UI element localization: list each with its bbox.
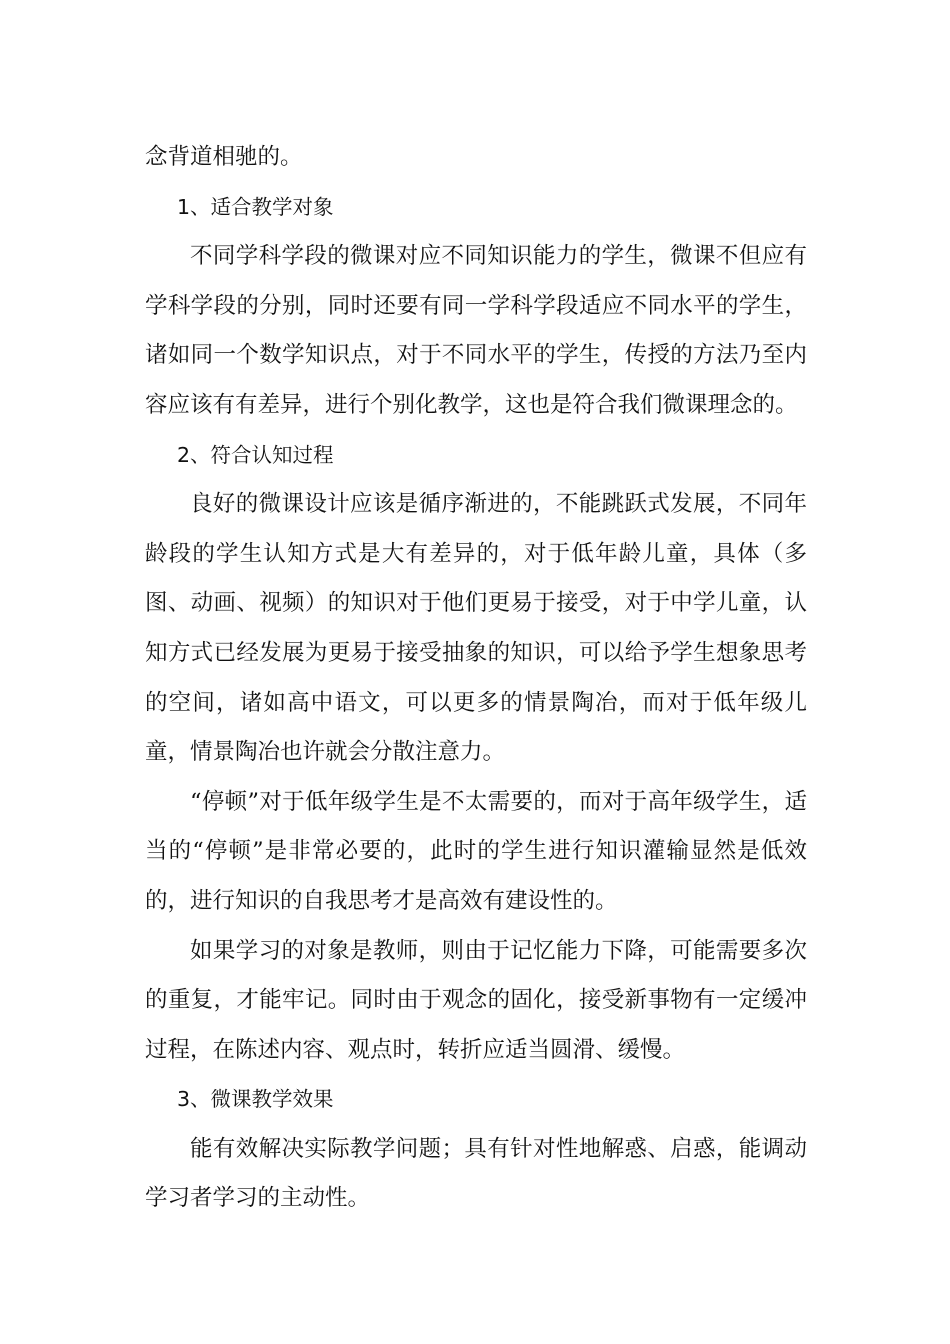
paragraph: 能有效解决实际教学问题；具有针对性地解惑、启惑，能调动学习者学习的主动性。 [145,1135,807,1212]
paragraph: 良好的微课设计应该是循序渐进的，不能跳跃式发展，不同年龄段的学生认知方式是大有差异的，对于低年龄儿童，具体（多图、动画、视频）的知识对于他们更易于接受，对于中学儿童，认知方式已经发展为更易于接受抽象的知识，可以给予学生想象思考的空间，诸如高中语文，可以更多的情景陶冶，而对于低年级儿童，情景陶冶也许就会分散注意力。 [145,491,807,766]
paragraph: 不同学科学段的微课对应不同知识能力的学生，微课不但应有学科学段的分别，同时还要有同一学科学段适应不同水平的学生，诸如同一个数学知识点，对于不同水平的学生，传授的方法乃至内容应该有有差异，进行个别化教学，这也是符合我们微课理念的。 [145,243,807,418]
paragraph-continuation: 念背道相驰的。 [145,144,303,170]
document-body [145,133,807,1224]
paragraph: “停顿”对于低年级学生是不太需要的，而对于高年级学生，适当的“停顿”是非常必要的，此时的学生进行知识灌输显然是低效的，进行知识的自我思考才是高效有建设性的。 [145,788,807,914]
section-heading-3: 3、微课教学效果 [177,1087,334,1112]
section-heading-1: 1、适合教学对象 [177,194,334,219]
section-heading-2: 2、符合认知过程 [177,442,334,467]
paragraph: 如果学习的对象是教师，则由于记忆能力下降，可能需要多次的重复，才能牢记。同时由于观念的固化，接受新事物有一定缓冲过程，在陈述内容、观点时，转折应适当圆滑、缓慢。 [145,937,807,1063]
